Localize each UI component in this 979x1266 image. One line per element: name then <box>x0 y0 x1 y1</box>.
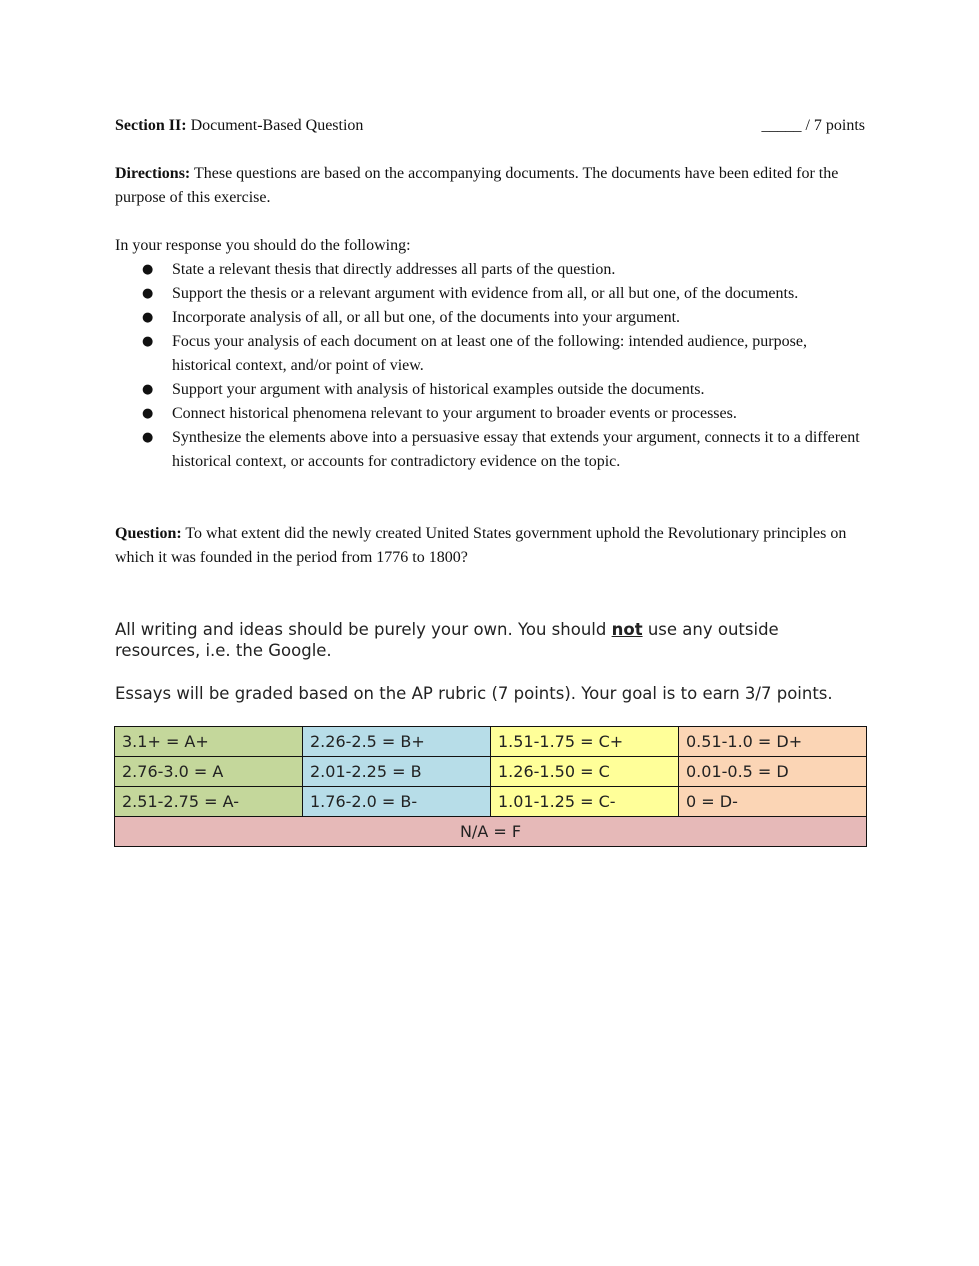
question-text: To what extent did the newly created United States government uphold the Revolutionary principles on which it was founded in the period from 1776 to 1800? <box>115 525 847 566</box>
list-item: ● Support the thesis or a relevant argument with evidence from all, or all but one, of the documents. <box>115 282 865 306</box>
not-emphasis: not <box>611 620 643 639</box>
grade-cell: 2.01-2.25 = B <box>303 757 491 787</box>
bullet-icon: ● <box>142 430 154 445</box>
section-title <box>115 114 363 138</box>
list-item: ● Incorporate analysis of all, or all but one, of the documents into your argument. <box>115 306 865 330</box>
table-row <box>115 817 867 847</box>
grade-cell: 0.01-0.5 = D <box>679 757 867 787</box>
list-item: ● State a relevant thesis that directly addresses all parts of the question. <box>115 258 865 282</box>
directions-text: These questions are based on the accompanying documents. The documents have been edited for the purpose of this exercise. <box>115 165 839 206</box>
grade-table <box>114 726 867 847</box>
list-item: ● Focus your analysis of each document on at least one of the following: intended audience, purpose, historical context, and/or point of view. <box>115 330 865 378</box>
table-row <box>115 727 867 757</box>
instructions-intro: In your response you should do the following: <box>115 237 411 254</box>
list-item: ● Synthesize the elements above into a persuasive essay that extends your argument, connects it to a different historical context, or accounts for contradictory evidence on the topic. <box>115 426 865 474</box>
points-field: _____ / 7 points <box>761 117 865 134</box>
bullet-icon: ● <box>142 334 154 349</box>
bullet-icon: ● <box>142 310 154 325</box>
requirements-list <box>115 258 865 474</box>
bullet-icon: ● <box>142 286 154 301</box>
bullet-icon: ● <box>142 262 154 277</box>
section-header <box>115 114 865 138</box>
grade-cell: 0.51-1.0 = D+ <box>679 727 867 757</box>
table-row <box>115 787 867 817</box>
bullet-icon: ● <box>142 406 154 421</box>
grade-cell: 2.26-2.5 = B+ <box>303 727 491 757</box>
grade-cell: 0 = D- <box>679 787 867 817</box>
directions <box>115 162 865 210</box>
fail-cell: N/A = F <box>115 817 867 847</box>
grade-cell: 1.26-1.50 = C <box>491 757 679 787</box>
grade-cell: 1.51-1.75 = C+ <box>491 727 679 757</box>
question-label: Question: <box>115 525 182 542</box>
grade-cell: 2.51-2.75 = A- <box>115 787 303 817</box>
list-item: ● Support your argument with analysis of historical examples outside the documents. <box>115 378 865 402</box>
originality-notice: All writing and ideas should be purely your own. You should not use any outside resources, i.e. the Google. <box>115 620 779 660</box>
grade-cell: 1.76-2.0 = B- <box>303 787 491 817</box>
section-label: Section II: <box>115 117 187 134</box>
list-item: ● Connect historical phenomena relevant to your argument to broader events or processes. <box>115 402 865 426</box>
grade-cell: 2.76-3.0 = A <box>115 757 303 787</box>
bullet-icon: ● <box>142 382 154 397</box>
grading-note: Essays will be graded based on the AP rubric (7 points). Your goal is to earn 3/7 points. <box>115 684 833 703</box>
grade-cell: 3.1+ = A+ <box>115 727 303 757</box>
table-row <box>115 757 867 787</box>
directions-label: Directions: <box>115 165 191 182</box>
document-page <box>115 114 865 704</box>
question <box>115 522 865 570</box>
section-name: Document-Based Question <box>186 117 364 134</box>
grade-cell: 1.01-1.25 = C- <box>491 787 679 817</box>
